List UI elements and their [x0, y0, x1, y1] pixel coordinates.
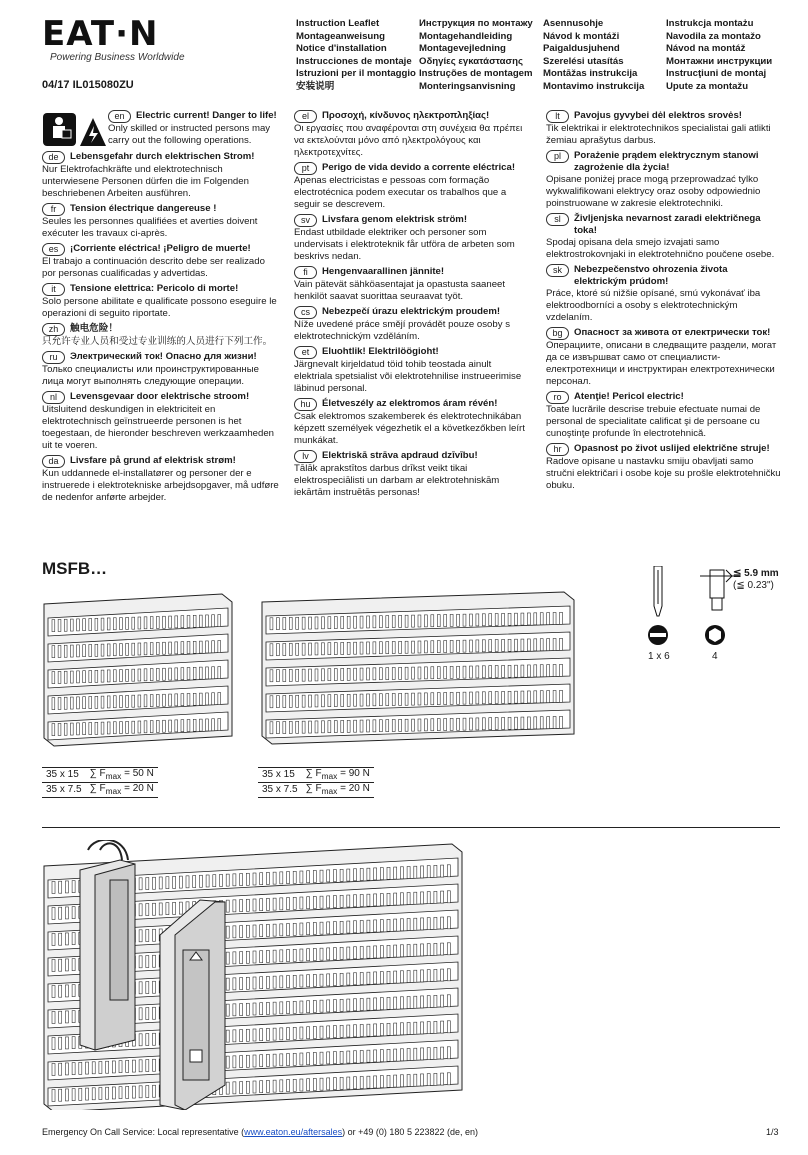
language-code-badge: es: [42, 243, 65, 256]
warning-heading: 触电危险！: [70, 323, 118, 334]
warning-heading: Nebezpečí úrazu elektrickým proudem!: [322, 306, 501, 317]
warning-text: Solo persone abilitate e qualificate possono eseguire le operazioni di seguito riportate.: [42, 296, 277, 319]
product-title: MSFB…: [42, 559, 108, 578]
language-code-badge: bg: [546, 327, 569, 340]
warning-text: Только специалисты или проинструктированные лица могут выполнять следующие операции.: [42, 364, 259, 387]
warning-heading: Livsfara genom elektrisk ström!: [322, 214, 468, 225]
language-code-badge: da: [42, 455, 65, 468]
safety-note-sk: [546, 264, 782, 324]
title-column-3: Asennusohje Návod k montáži Paigaldusjuhend Szerelési utasítás Montāžas instrukcija Montavimo instrukcija: [543, 18, 645, 92]
language-code-badge: fr: [42, 203, 65, 216]
safety-note-es: [42, 243, 280, 280]
language-code-badge: sk: [546, 264, 569, 277]
warning-heading: Tension électrique dangereuse !: [70, 203, 217, 214]
warning-heading: Опасност за живота от електрически ток!: [574, 327, 771, 338]
safety-note-lv: [294, 450, 532, 499]
title-column-4: Instrukcja montażu Navodila za montažo Návod na montáž Монтажни инструкции Instrucţiuni de montaj Upute za montažu: [666, 18, 773, 92]
spec-table-large: 35 x 15 ∑ $F_{max} = 90$ N 35 x 7.5 ∑ $F_{max} = 20$ N: [258, 767, 374, 798]
hex-socket-icon: [704, 624, 726, 646]
warning-text: Nur Elektrofachkräfte und elektrotechnisch unterwiesene Personen dürfen die im Folgenden beschriebenen Arbeiten ausführen.: [42, 164, 249, 199]
language-code-badge: de: [42, 151, 65, 164]
warning-text: Vain pätevät sähköasentajat ja opastusta saaneet henkilöt saavat suorittaa seuraavat työt.: [294, 279, 506, 302]
busbar-adapter-small: [40, 590, 240, 760]
language-code-badge: sv: [294, 214, 317, 227]
safety-note-ro: [546, 391, 782, 440]
warning-text: Radove opisane u nastavku smiju obavljati samo stručni električari i osobe koje su prošle elektrotehničku obuku.: [546, 456, 781, 491]
safety-column-1: [42, 110, 280, 507]
language-code-badge: pt: [294, 162, 317, 175]
warning-text: El trabajo a continuación descrito debe ser realizado por personas cualificadas y advertidas.: [42, 256, 265, 279]
tagline: Powering Business Worldwide: [50, 52, 185, 63]
warning-heading: Hengenvaarallinen jännite!: [322, 266, 445, 277]
warning-heading: Levensgevaar door elektrische stroom!: [70, 391, 250, 402]
warning-heading: Opasnost po život uslijed električne struje!: [574, 443, 770, 454]
language-code-badge: pl: [546, 150, 569, 163]
aftersales-link[interactable]: www.eaton.eu/aftersales: [244, 1127, 343, 1137]
warning-text: Toate lucrările descrise trebuie efectuate numai de personal de specialitate calificat şi de persoane cu cunoştinţe profunde în electrotehnică.: [546, 404, 761, 439]
warning-heading: Tensione elettrica: Pericolo di morte!: [70, 283, 239, 294]
title-column-1: Instruction Leaflet Montageanweisung Notice d'installation Instrucciones de montaje Istruzioni per il montaggio 安装说明: [296, 18, 416, 92]
warning-heading: Electric current! Danger to life!: [136, 110, 277, 121]
warning-text: Opisane poniżej prace mogą przeprowadzać tylko wykwalifikowani elektrycy oraz osoby odpowiednio poinstruowane w zakresie elektrotechniki.: [546, 174, 761, 209]
warning-heading: Pavojus gyvybei dėl elektros srovės!: [574, 110, 742, 121]
page-number: 1/3: [766, 1127, 779, 1137]
warning-text: Kun uddannede el-installatører og personer der e instruerede i elektrotekniske arbejdsopgaver, må udføre de nedenfor anførte arbejder.: [42, 468, 279, 503]
warning-heading: Življenjska nevarnost zaradi električnega toka!: [574, 213, 761, 236]
warning-text: Only skilled or instructed persons may carry out the following operations.: [108, 123, 271, 146]
safety-note-hr: [546, 443, 782, 492]
warning-heading: Lebensgefahr durch elektrischen Strom!: [70, 151, 255, 162]
language-code-badge: ru: [42, 351, 65, 364]
warning-text: Práce, ktoré sú nižšie opísané, smú vykonávať iba elektroodborníci a osoby s elektrotechnickým vzdelaním.: [546, 288, 761, 323]
warning-text: 只允许专业人员和受过专业训练的人员进行下列工作。: [42, 336, 273, 347]
safety-note-de: [42, 151, 280, 200]
warning-heading: Электрический ток! Опасно для жизни!: [70, 351, 257, 362]
warning-heading: Nebezpečenstvo ohrozenia života elektrickým prúdom!: [574, 264, 728, 287]
language-code-badge: el: [294, 110, 317, 123]
language-code-badge: lt: [546, 110, 569, 123]
safety-note-da: [42, 455, 280, 504]
warning-heading: Perigo de vida devido a corrente eléctrica!: [322, 162, 516, 173]
warning-heading: Életveszély az elektromos áram révén!: [322, 398, 498, 409]
language-code-badge: nl: [42, 391, 65, 404]
footer-text: Emergency On Call Service: Local representative (www.eaton.eu/aftersales) or +49 (0) 180 5 223822 (de, en): [42, 1127, 478, 1137]
language-code-badge: et: [294, 346, 317, 359]
warning-heading: ¡Corriente eléctrica! ¡Peligro de muerte!: [70, 243, 251, 254]
busbar-assembly-illustration: [40, 840, 470, 1110]
warning-text: Apenas electricistas e pessoas com formação electrotécnica podem executar os trabalhos que a seguir se descrevem.: [294, 175, 507, 210]
warning-text: Οι εργασίες που αναφέρονται στη συνέχεια θα πρέπει να εκτελούνται μόνο από ηλεκτρολόγους και ηλεκτροτεχνίτες.: [294, 123, 523, 158]
language-code-badge: hr: [546, 443, 569, 456]
slot-size-label: 1 x 6: [648, 651, 670, 662]
language-code-badge: cs: [294, 306, 317, 319]
warning-text: Tālāk aprakstītos darbus drīkst veikt tikai elektrospeciālisti un darbam ar elektrotehniskām iekārtām instruētās personas!: [294, 463, 500, 498]
safety-note-et: [294, 346, 532, 395]
safety-note-hu: [294, 398, 532, 447]
warning-text: Níže uvedené práce smějí provádět pouze osoby s elektrotechnickým vzděláním.: [294, 319, 510, 342]
safety-note-fr: [42, 203, 280, 240]
safety-note-cs: [294, 306, 532, 343]
language-code-badge: en: [108, 110, 131, 123]
safety-note-zh: [42, 323, 280, 348]
warning-text: Seules les personnes qualifiées et averties doivent exécuter les travaux ci-après.: [42, 216, 258, 239]
language-code-badge: lv: [294, 450, 317, 463]
warning-heading: Porażenie prądem elektrycznym stanowi zagrożenie dla życia!: [574, 150, 759, 173]
mounted-device: [80, 840, 135, 1050]
eaton-logo: EAT·N: [42, 14, 159, 54]
safety-note-el: [294, 110, 532, 159]
title-column-2: Инструкция по монтажу Montagehandleiding Montagevejledning Οδηγίες εγκατάστασης Instruções de montagem Monteringsanvisning: [419, 18, 533, 92]
busbar-adapter-large: [258, 588, 583, 758]
safety-note-pl: [546, 150, 782, 210]
language-code-badge: it: [42, 283, 65, 296]
safety-note-bg: [546, 327, 782, 388]
language-code-badge: zh: [42, 323, 65, 336]
spec-table-small: 35 x 15 ∑ $F_{max} = 50$ N 35 x 7.5 ∑ $F_{max} = 20$ N: [42, 767, 158, 798]
warning-text: Операциите, описани в следващите раздели, могат да се извършват само от специалисти-електротехници и инструктиран електротехнически персонал.: [546, 340, 777, 387]
safety-note-en: [42, 110, 280, 148]
slot-screw-icon: [647, 624, 669, 646]
dimension-label: ≦ 5.9 mm: [733, 568, 779, 579]
language-code-badge: ro: [546, 391, 569, 404]
safety-note-sl: [546, 213, 782, 261]
warning-heading: Livsfare på grund af elektrisk strøm!: [70, 455, 236, 466]
document-number: 04/17 IL015080ZU: [42, 79, 134, 91]
warning-text: Tik elektrikai ir elektrotechnikos specialistai gali atlikti žemiau aprašytus darbus.: [546, 123, 771, 146]
warning-text: Järgnevalt kirjeldatud töid tohib teostada ainult elektriala spetsialist või elektrotehnilise instrueerimise läbinud personal.: [294, 359, 522, 394]
warning-text: Spodaj opisana dela smejo izvajati samo elektrostrokovnjaki in elektrotehnično poučene osebe.: [546, 237, 775, 260]
warning-text: Uitsluitend deskundigen in elektriciteit en elektrotechnisch geïnstrueerde personen is het toegestaan, de hieronder beschreven werkzaamheden uit te voeren.: [42, 404, 275, 451]
warning-heading: Elektriskā strāva apdraud dzīvību!: [322, 450, 478, 461]
safety-note-fi: [294, 266, 532, 303]
screwdriver-icon: [648, 566, 668, 618]
safety-note-it: [42, 283, 280, 320]
safety-note-lt: [546, 110, 782, 147]
safety-column-3: [546, 110, 782, 495]
safety-note-pt: [294, 162, 532, 211]
dimension-inch-label: (≦ 0.23"): [733, 580, 774, 591]
safety-column-2: [294, 110, 532, 502]
safety-note-nl: [42, 391, 280, 452]
warning-heading: Atenţie! Pericol electric!: [574, 391, 684, 402]
hex-size-label: 4: [712, 651, 718, 662]
safety-note-sv: [294, 214, 532, 263]
fuse-holder: [160, 900, 225, 1110]
warning-heading: Eluohtlik! Elektrilöögioht!: [322, 346, 439, 357]
warning-text: Endast utbildade elektriker och personer som undervisats i elektroteknik får utföra de arbeten som beskrivs nedan.: [294, 227, 515, 262]
language-code-badge: sl: [546, 213, 569, 226]
language-code-badge: fi: [294, 266, 317, 279]
divider: [42, 827, 780, 828]
warning-heading: Προσοχή, κίνδυνος ηλεκτροπληξίας!: [322, 110, 490, 121]
safety-note-ru: [42, 351, 280, 388]
warning-text: Csak elektromos szakemberek és elektrotechnikában képzett személyek végezhetik el a következőkben leírt munkákat.: [294, 411, 525, 446]
language-code-badge: hu: [294, 398, 317, 411]
